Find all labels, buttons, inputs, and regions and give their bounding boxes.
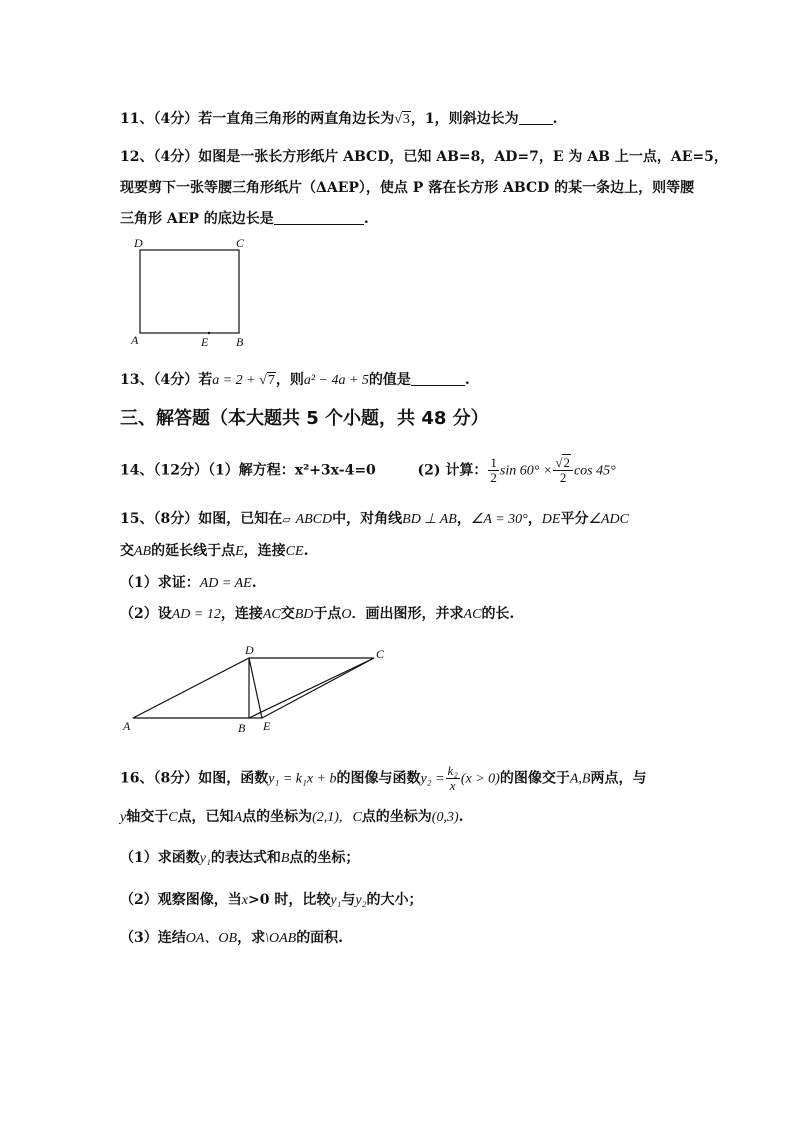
answer-blank[interactable] [411,371,465,386]
section-title: 三、解答题（本大题共 5 个小题，共 48 分） [120,408,489,429]
answer-blank[interactable] [519,110,553,125]
label-a: A [123,719,131,733]
question-15-part-2: （2）设AD = 12，连接AC交BD于点O．画出图形，并求AC的长. [120,606,515,622]
rectangle-figure [128,234,258,352]
question-12-line-1: 12、（4分）如图是一张长方形纸片 ABCD，已知 AB=8，AD=7，E 为 AB 上一点，AE=5， [120,149,728,165]
question-12-line-2: 现要剪下一张等腰三角形纸片（ΔAEP），使点 P 落在长方形 ABCD 的某一条边上，则等腰 [120,180,695,196]
parallelogram-abcd [133,658,374,718]
question-15-part-1: （1）求证：AD = AE. [120,575,257,591]
label-c: C [236,236,245,250]
label-c: C [376,647,385,661]
question-11: 11、（4分）若一直角三角形的两直角边长为√3，1，则斜边长为 . [120,111,558,127]
label-d: D [245,643,254,657]
rectangle-abcd [140,250,239,333]
question-16-part-2: （2）观察图像，当x>0 时，比较y₁与y₂的大小； [120,892,423,908]
segment-ce [262,658,374,718]
question-16-line-1: 16、（8分）如图，函数y₁ = k₁x + b的图像与函数y₂ = $\frac{\text{k₂}}{x}$ (x > 0)的图像交于A,B两点，与 [120,763,647,793]
label-d: D [134,236,143,250]
question-16-part-3: （3）连结OA、OB，求\OAB的面积. [120,930,344,946]
question-14: 14、（12分）（1）解方程：x²+3x-4=0 (2) 计算： $\frac{1}{2}$ sin 60° × $\frac{√2}{2}$ cos 45° [120,455,616,485]
label-a: A [131,333,139,347]
question-13: 13、（4分）若a = 2 + √7，则a² − 4a + 5的值是 . [120,372,470,388]
question-16-line-2: y轴交于C点，已知A点的坐标为(2,1), C点的坐标为(0,3). [120,809,464,825]
label-e: E [263,719,271,733]
question-16-part-1: （1）求函数y₁的表达式和B点的坐标； [120,850,360,866]
sqrt-3: √3 [394,112,410,127]
answer-blank[interactable] [274,210,364,225]
label-b: B [236,335,244,349]
label-b: B [238,721,246,735]
question-15-line-2: 交AB的延长线于点E，连接CE. [120,543,309,559]
parallelogram-figure [118,640,398,738]
point-e [208,332,210,334]
label-e: E [201,335,209,349]
question-15-line-1: 15、（8分）如图，已知在▱ ABCD中，对角线BD ⊥ AB，∠A = 30°，DE平分∠ADC [120,511,629,527]
question-12-line-3: 三角形 AEP 的底边长是 . [120,211,369,227]
segment-de [249,658,262,718]
